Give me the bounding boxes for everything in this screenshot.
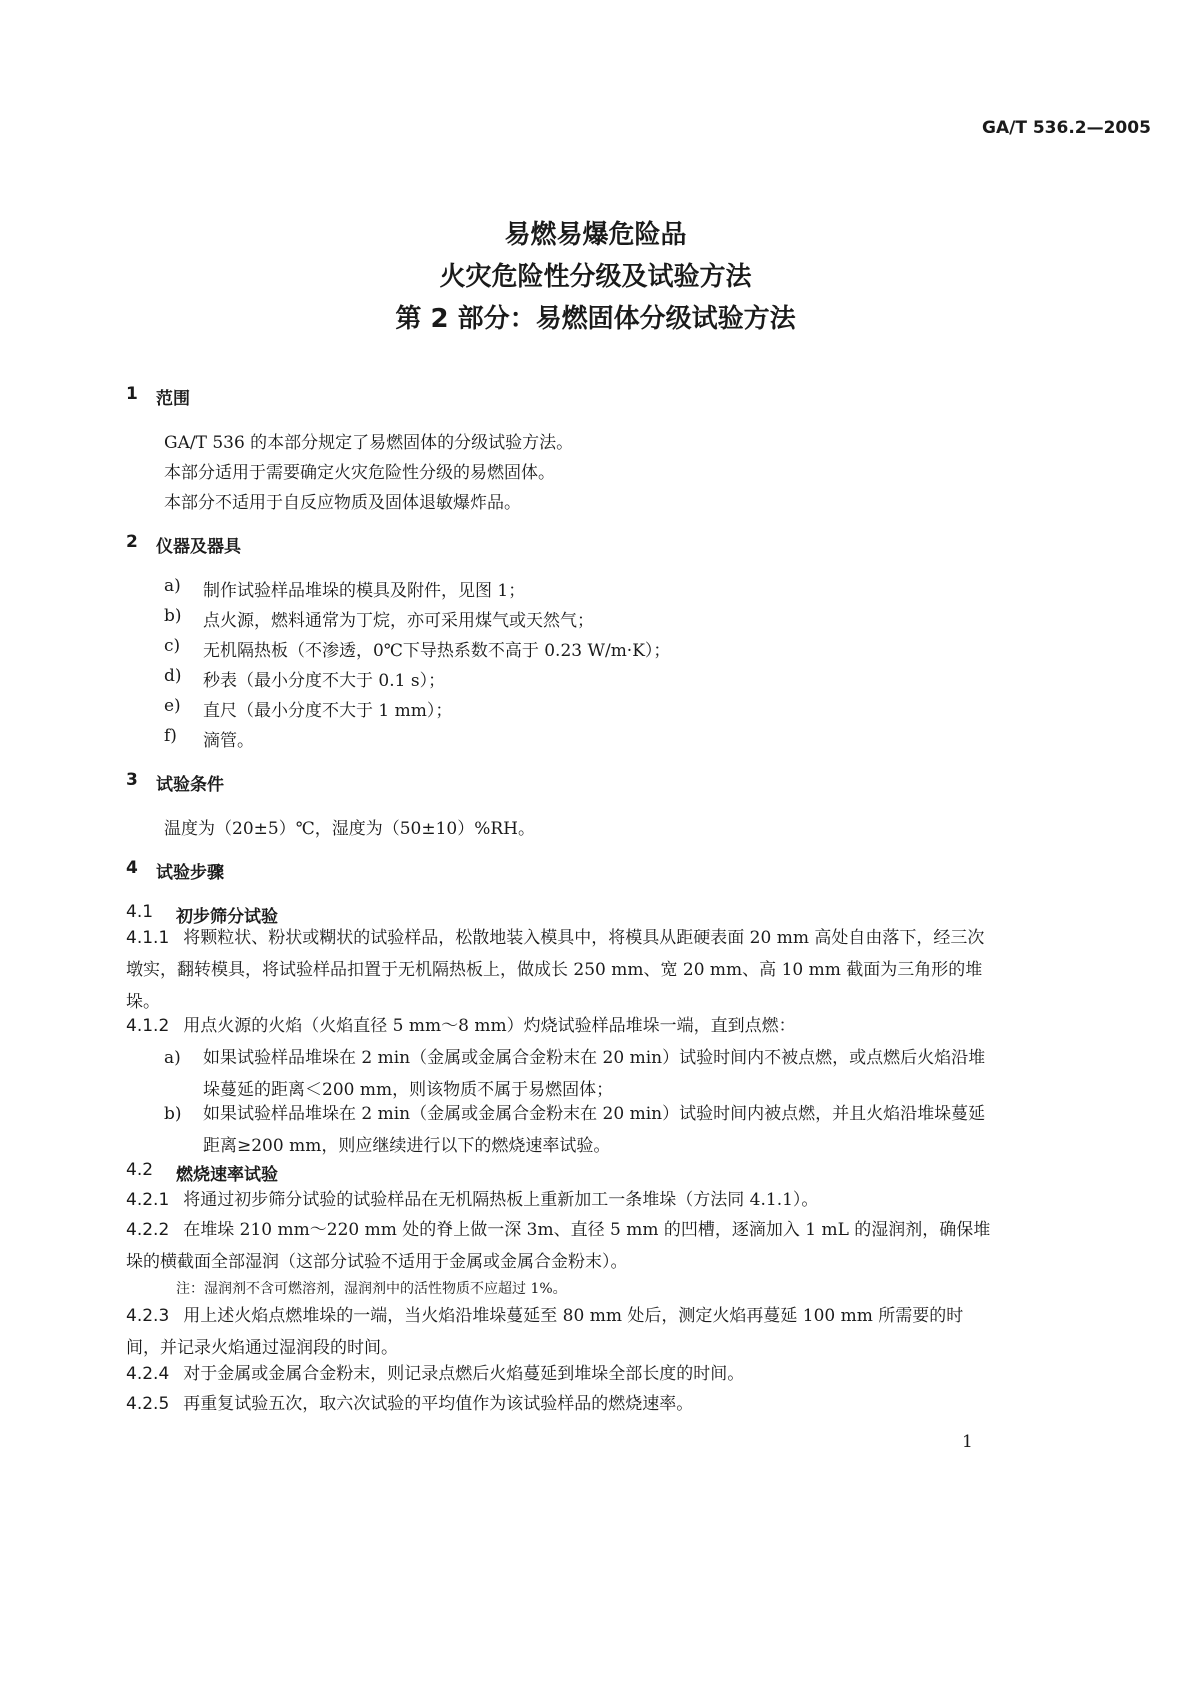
section-2-heading: 仪器及器具	[156, 537, 241, 557]
list-item: 制作试验样品堆垛的模具及附件，见图 1；	[203, 581, 526, 601]
section-2-number: 2	[126, 532, 138, 552]
clause-4-2-2	[126, 1214, 992, 1278]
clause-4-2-4	[126, 1358, 992, 1390]
clause-text: 用上述火焰点燃堆垛的一端，当火焰沿堆垛蔓延至 80 mm 处后，测定火焰再蔓延 100 mm 所需要的时间，并记录火焰通过湿润段的时间。	[126, 1306, 964, 1358]
subsection-heading: 燃烧速率试验	[176, 1165, 278, 1185]
clause-4-1-2	[126, 1010, 992, 1042]
list-marker: c)	[164, 636, 181, 656]
list-item: 如果试验样品堆垛在 2 min（金属或金属合金粉末在 20 min）试验时间内不被点燃，或点燃后火焰沿堆垛蔓延的距离＜200 mm，则该物质不属于易燃固体；	[203, 1048, 986, 1100]
section-1-number: 1	[126, 384, 138, 404]
section-4-heading: 试验步骤	[156, 863, 224, 883]
clause-text: 将颗粒状、粉状或糊状的试验样品，松散地装入模具中，将模具从距硬表面 20 mm 高处自由落下，经三次墩实，翻转模具，将试验样品扣置于无机隔热板上，做成长 250 mm、宽 20 mm、高 10 mm 截面为三角形的堆垛。	[126, 928, 985, 1012]
clause-number: 4.1.1	[126, 928, 170, 948]
clause-number: 4.2.1	[126, 1190, 170, 1210]
title-line-2: 火灾危险性分级及试验方法	[439, 262, 752, 292]
clause-4-2-5	[126, 1388, 992, 1420]
list-marker: e)	[164, 696, 181, 716]
clause-text: 将通过初步筛分试验的试验样品在无机隔热板上重新加工一条堆垛（方法同 4.1.1）。	[183, 1190, 819, 1210]
section-1-heading: 范围	[156, 389, 190, 409]
page-number: 1	[962, 1432, 973, 1452]
section-4-number: 4	[126, 858, 138, 878]
clause-text: 再重复试验五次，取六次试验的平均值作为该试验样品的燃烧速率。	[183, 1394, 694, 1414]
section-1-paragraph: 本部分不适用于自反应物质及固体退敏爆炸品。	[164, 493, 521, 513]
clause-4-1-1	[126, 922, 992, 1018]
standard-code: GA/T 536.2—2005	[982, 118, 1151, 138]
section-3-number: 3	[126, 770, 138, 790]
clause-4-2-3	[126, 1300, 992, 1364]
list-item: 秒表（最小分度不大于 0.1 s）；	[203, 671, 446, 691]
list-marker: b)	[164, 1104, 182, 1124]
list-item: 滴管。	[203, 731, 254, 751]
subsection-heading: 初步筛分试验	[176, 907, 278, 927]
list-marker: a)	[164, 576, 181, 596]
section-1-paragraph: GA/T 536 的本部分规定了易燃固体的分级试验方法。	[164, 433, 574, 453]
clause-text: 在堆垛 210 mm～220 mm 处的脊上做一深 3m、直径 5 mm 的凹槽，逐滴加入 1 mL 的湿润剂，确保堆垛的横截面全部湿润（这部分试验不适用于金属或金属合金粉末）。	[126, 1220, 991, 1272]
clause-number: 4.2.4	[126, 1364, 170, 1384]
list-item: 直尺（最小分度不大于 1 mm）；	[203, 701, 453, 721]
subsection-number: 4.1	[126, 902, 154, 922]
list-marker: f)	[164, 726, 177, 746]
title-line-3: 第 2 部分：易燃固体分级试验方法	[395, 304, 796, 334]
section-3-paragraph: 温度为（20±5）℃，湿度为（50±10）%RH。	[164, 819, 535, 839]
list-marker: d)	[164, 666, 182, 686]
clause-text: 对于金属或金属合金粉末，则记录点燃后火焰蔓延到堆垛全部长度的时间。	[183, 1364, 745, 1384]
list-marker: a)	[164, 1048, 181, 1068]
clause-text: 用点火源的火焰（火焰直径 5 mm～8 mm）灼烧试验样品堆垛一端，直到点燃：	[183, 1016, 796, 1036]
clause-4-2-1	[126, 1184, 992, 1216]
note: 注：湿润剂不含可燃溶剂，湿润剂中的活性物质不应超过 1%。	[176, 1281, 567, 1297]
list-item: 无机隔热板（不渗透，0℃下导热系数不高于 0.23 W/m·K）；	[203, 641, 671, 661]
list-item: 点火源，燃料通常为丁烷，亦可采用煤气或天然气；	[203, 611, 594, 631]
section-1-paragraph: 本部分适用于需要确定火灾危险性分级的易燃固体。	[164, 463, 555, 483]
clause-number: 4.1.2	[126, 1016, 170, 1036]
section-3-heading: 试验条件	[156, 775, 224, 795]
subsection-number: 4.2	[126, 1160, 154, 1180]
clause-number: 4.2.2	[126, 1220, 170, 1240]
clause-number: 4.2.3	[126, 1306, 170, 1326]
title-line-1: 易燃易爆危险品	[504, 220, 687, 250]
list-marker: b)	[164, 606, 182, 626]
list-item: 如果试验样品堆垛在 2 min（金属或金属合金粉末在 20 min）试验时间内被点燃，并且火焰沿堆垛蔓延距离≥200 mm，则应继续进行以下的燃烧速率试验。	[203, 1104, 986, 1156]
clause-number: 4.2.5	[126, 1394, 170, 1414]
